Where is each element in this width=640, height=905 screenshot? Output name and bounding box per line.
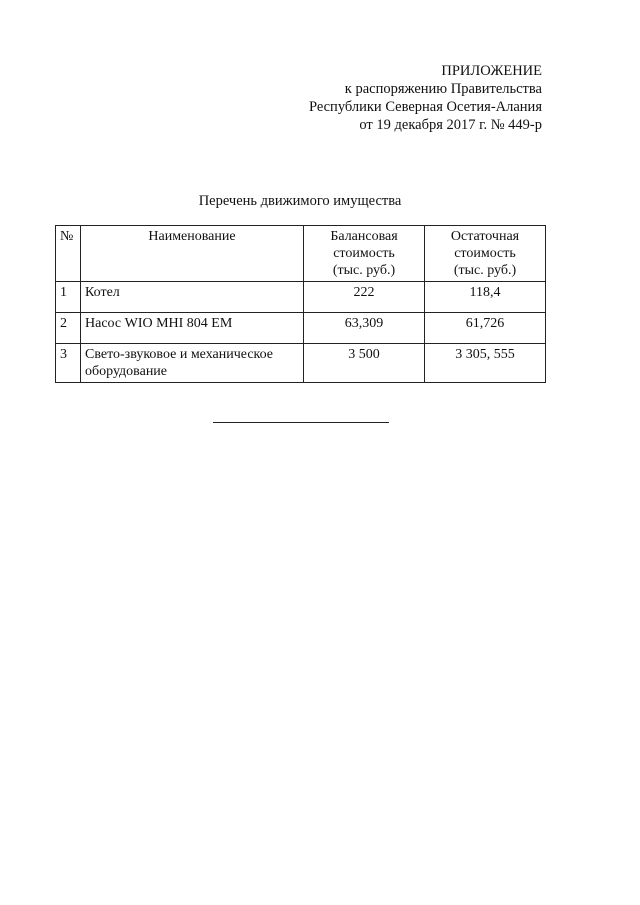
header-residual-value <box>425 226 546 282</box>
row-balance-value: 63,309 <box>304 313 425 344</box>
row-number: 2 <box>56 313 81 344</box>
appendix-label: ПРИЛОЖЕНИЕ <box>441 63 542 79</box>
appendix-header <box>309 62 542 134</box>
table-row <box>56 282 546 313</box>
row-name: Насос WIO MHI 804 EM <box>81 313 304 344</box>
table-row <box>56 313 546 344</box>
row-balance-value: 222 <box>304 282 425 313</box>
appendix-reference: к распоряжению Правительства <box>344 81 542 97</box>
row-name: Свето-звуковое и механическое оборудование <box>81 344 304 383</box>
row-balance-value: 3 500 <box>304 344 425 383</box>
header-balance-line: Балансовая <box>330 229 398 244</box>
header-name: Наименование <box>81 226 304 282</box>
header-residual-line: Остаточная <box>450 229 520 244</box>
table-row <box>56 344 546 383</box>
header-balance-line: (тыс. руб.) <box>332 263 396 278</box>
row-residual-value: 3 305, 555 <box>425 344 546 383</box>
header-balance-line: стоимость <box>333 246 395 261</box>
assets-table <box>55 225 546 383</box>
header-residual-line: (тыс. руб.) <box>453 263 517 278</box>
table-header-row <box>56 226 546 282</box>
row-name: Котел <box>81 282 304 313</box>
appendix-date-number: от 19 декабря 2017 г. № 449-р <box>359 117 542 133</box>
end-divider-line <box>213 422 389 423</box>
row-residual-value: 118,4 <box>425 282 546 313</box>
row-number: 3 <box>56 344 81 383</box>
appendix-government: Республики Северная Осетия-Алания <box>308 99 542 115</box>
row-residual-value: 61,726 <box>425 313 546 344</box>
document-title: Перечень движимого имущества <box>198 193 402 209</box>
header-number: № <box>56 226 81 282</box>
row-number: 1 <box>56 282 81 313</box>
header-residual-line: стоимость <box>454 246 516 261</box>
header-balance-value <box>304 226 425 282</box>
